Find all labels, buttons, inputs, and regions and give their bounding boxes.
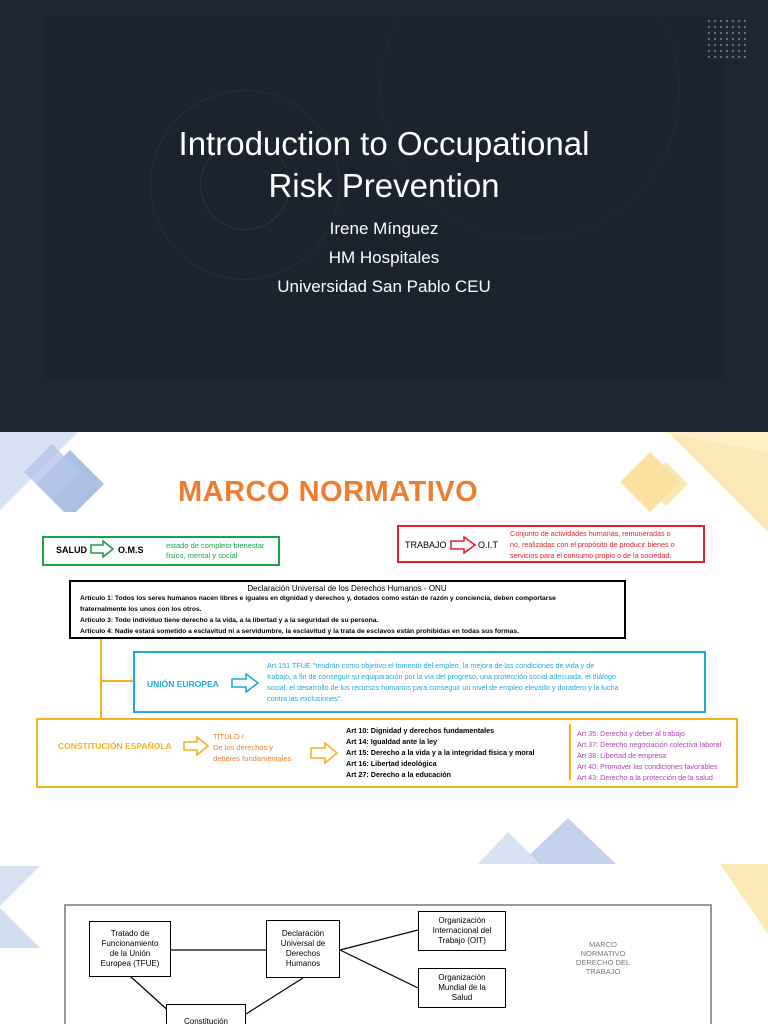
ce-art-16: Art 16: Libertad ideológica	[346, 759, 437, 768]
salud-definition-line1: estado de completo bienestar	[166, 541, 265, 550]
ce-art-38: Art 38: Libertad de empresa	[577, 751, 667, 760]
dudh-box	[266, 920, 340, 978]
marco-normativo-slide	[0, 432, 768, 864]
declaracion-title: Declaración Universal de los Derechos Humanos - ONU	[247, 584, 447, 593]
slide-title-line2: Risk Prevention	[268, 167, 500, 204]
right-arrow-icon	[90, 540, 114, 558]
trabajo-label: TRABAJO	[405, 540, 447, 550]
marco-derecho-trabajo-label	[566, 940, 640, 976]
oit-line2: Internacional del	[432, 926, 492, 935]
ce-art-14: Art 14: Igualdad ante la ley	[346, 737, 438, 746]
constitucion-node-line1: Constitución	[183, 1017, 229, 1024]
oms-line2: Mundial de la	[438, 983, 486, 992]
union-europea-line4: contra las exclusiones".	[267, 694, 343, 703]
salud-org: O.M.S	[118, 545, 144, 555]
union-europea-line1: Art 151 TFUE "tendrán como objetivo el fomento del empleo, la mejora de las condiciones de vida y de	[267, 661, 595, 670]
tfue-line4: Europea (TFUE)	[100, 959, 160, 968]
salud-label: SALUD	[56, 545, 87, 555]
right-arrow-icon	[183, 736, 209, 756]
trabajo-definition-line1: Conjunto de actividades humanas, remuneradas o	[510, 529, 671, 538]
trabajo-definition-line2: no, realizadas con el propósito de producir bienes o	[510, 540, 675, 549]
declaracion-line1: Artículo 1: Todos los seres humanos nacen libres e iguales en dignidad y derechos y, dotados como están de razón y conciencia, deben comportarse	[80, 595, 556, 602]
union-europea-line3: social, el desarrollo de los recursos humanos para conseguir un nivel de empleo elevado y duradero y la lucha	[267, 683, 619, 692]
side-line3: DERECHO DEL	[575, 958, 631, 967]
oit-line1: Organización	[438, 916, 486, 925]
author-name: Irene Mínguez	[329, 219, 439, 238]
tfue-line2: Funcionamiento	[101, 939, 159, 948]
oms-line3: Salud	[451, 993, 473, 1002]
divider-line	[569, 724, 571, 780]
tfue-line1: Tratado de	[110, 929, 150, 938]
oit-line3: Trabajo (OIT)	[438, 936, 486, 945]
author-university: Universidad San Pablo CEU	[277, 277, 491, 296]
titulo-i-sub-line1: De los derechos y	[213, 743, 274, 752]
decorative-diamonds-right	[588, 432, 768, 532]
slide-heading: MARCO NORMATIVO	[178, 476, 479, 508]
tfue-box	[89, 921, 171, 977]
dudh-line3: Derechos	[285, 949, 321, 958]
titulo-i-sub-line2: deberes fundamentales	[213, 754, 292, 763]
ce-art-15: Art 15: Derecho a la vida y a la integridad física y moral	[346, 748, 535, 757]
ce-art-27: Art 27: Derecho a la educación	[346, 770, 452, 779]
author-organization: HM Hospitales	[328, 248, 440, 267]
dudh-line1: Declaración	[281, 929, 325, 938]
ce-art-10: Art 10: Dignidad y derechos fundamentales	[346, 726, 495, 735]
oms-line1: Organización	[438, 973, 486, 982]
union-europea-line2: trabajo, a fin de conseguir su equiparación por la vía del progreso, una protección social adecuada, el diálogo	[267, 672, 616, 681]
constitucion-node-box	[166, 1004, 246, 1024]
decorative-dot-grid	[706, 18, 746, 58]
ce-art-37: Art 37: Derecho negociación colectiva laboral	[577, 740, 722, 749]
declaracion-line4: Artículo 4: Nadie estará sometido a esclavitud ni a servidumbre, la esclavitud y la trata de esclavos están prohibidas en todas sus formas.	[80, 628, 519, 635]
oit-box	[418, 911, 506, 951]
trabajo-org: O.I.T	[478, 540, 498, 550]
union-europea-label: UNIÓN EUROPEA	[147, 679, 219, 689]
oms-box	[418, 968, 506, 1008]
ce-art-35: Art 35: Derecho y deber al trabajo	[577, 729, 685, 738]
tfue-line3: de la Unión	[109, 949, 151, 958]
side-line4: TRABAJO	[585, 967, 621, 976]
connector-line	[100, 638, 102, 718]
side-line2: NORMATIVO	[580, 949, 626, 958]
connector-line	[100, 680, 134, 682]
constitucion-label: CONSTITUCIÓN ESPAÑOLA	[58, 741, 172, 751]
title-slide	[0, 0, 768, 432]
ce-art-40: Art 40: Promover las condiciones favorables	[577, 762, 718, 771]
ce-art-43: Art 43: Derecho a la protección de la salud	[577, 773, 713, 782]
salud-definition-line2: físico, mental y social	[166, 551, 238, 560]
decorative-diamonds-left	[0, 432, 120, 512]
dudh-line2: Universal de	[280, 939, 326, 948]
titulo-i-label: TÍTULO I	[213, 732, 244, 741]
declaracion-line2: fraternalmente los unos con los otros.	[80, 606, 202, 613]
side-line1: MARCO	[589, 940, 617, 949]
right-arrow-icon	[310, 742, 338, 764]
right-arrow-icon	[231, 673, 259, 693]
trabajo-definition-line3: servicios para el consumo propio o de la sociedad.	[510, 551, 672, 560]
dudh-line4: Humanos	[285, 959, 321, 968]
slide-title-line1: Introduction to Occupational	[178, 125, 590, 162]
right-arrow-icon	[450, 536, 476, 554]
declaracion-line3: Artículo 3: Todo individuo tiene derecho a la vida, a la libertad y a la seguridad de su persona.	[80, 617, 379, 624]
derecho-trabajo-slide	[0, 864, 768, 1024]
decorative-triangles-bottom	[478, 810, 678, 864]
